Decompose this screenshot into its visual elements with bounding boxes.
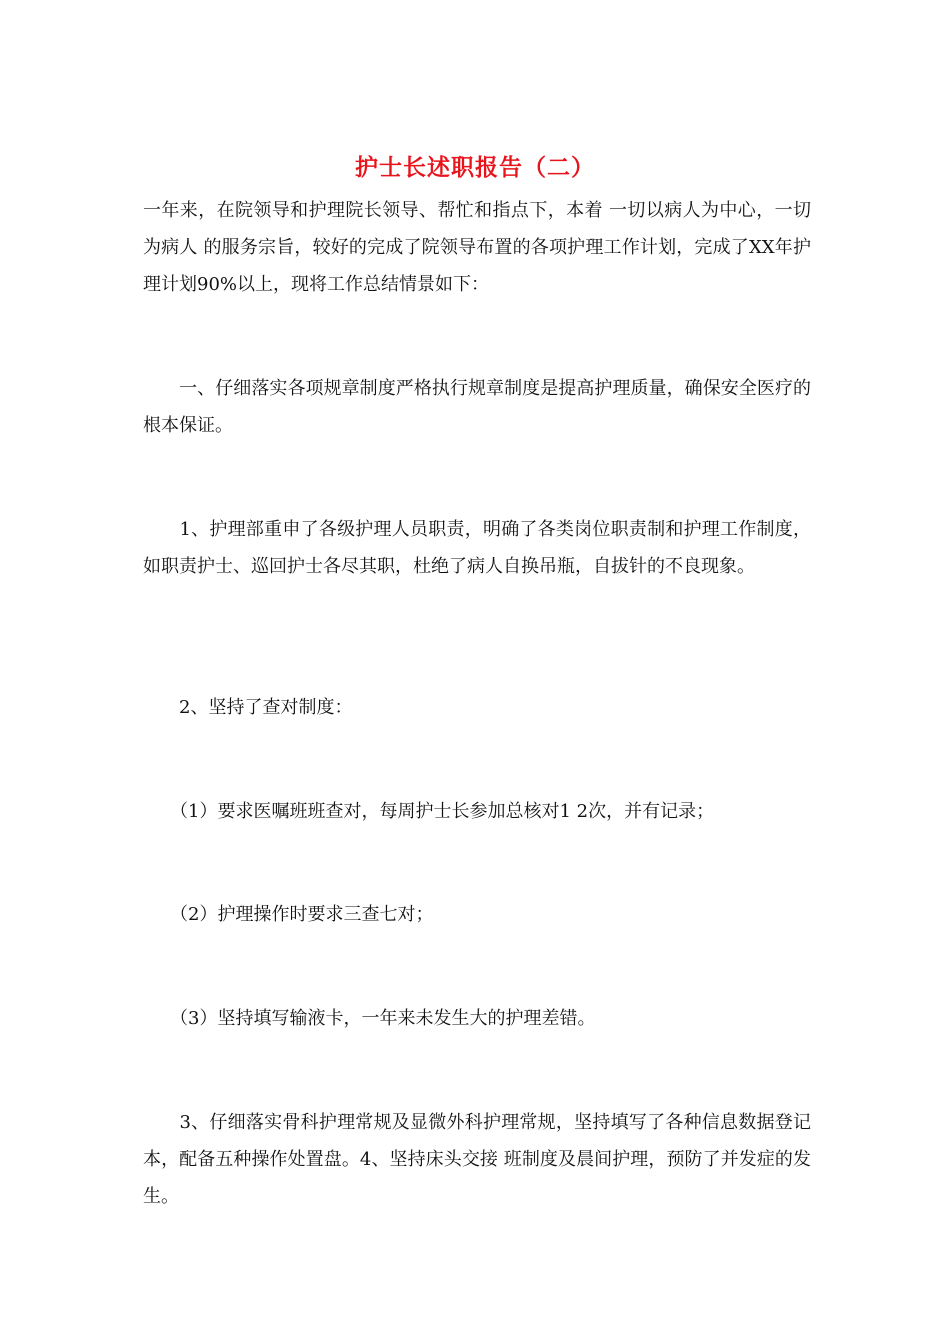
paragraph-item-1: 1、护理部重申了各级护理人员职责，明确了各类岗位职责制和护理工作制度，如职责护士、巡回护士各尽其职，杜绝了病人自换吊瓶，自拔针的不良现象。 [143, 519, 811, 577]
paragraph-intro: 一年来，在院领导和护理院长领导、帮忙和指点下，本着 一切以病人为中心，一切为病人 的服务宗旨，较好的完成了院领导布置的各项护理工作计划，完成了XX年护理计划90%以上，现将工作总结情景如下： [143, 200, 811, 295]
paragraph-subitem-2: （2）护理操作时要求三查七对； [143, 904, 434, 925]
document-title: 护士长述职报告（二） [355, 154, 595, 181]
paragraph-item-2: 2、坚持了查对制度： [143, 697, 353, 718]
paragraph-subitem-1: （1）要求医嘱班班查对，每周护士长参加总核对1 2次，并有记录； [143, 801, 715, 822]
paragraph-subitem-3: （3）坚持填写输液卡，一年来未发生大的护理差错。 [143, 1008, 596, 1029]
paragraph-item-3-4: 3、仔细落实骨科护理常规及显微外科护理常规，坚持填写了各种信息数据登记本，配备五种操作处置盘。4、坚持床头交接 班制度及晨间护理，预防了并发症的发生。 [143, 1112, 811, 1207]
paragraph-section-1: 一、仔细落实各项规章制度严格执行规章制度是提高护理质量，确保安全医疗的根本保证。 [143, 378, 811, 436]
